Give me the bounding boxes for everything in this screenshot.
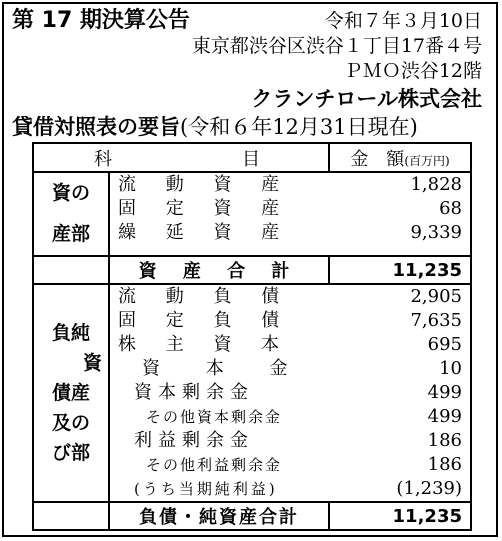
balance-sheet-date: (令和６年12月31日現在) bbox=[180, 115, 418, 139]
liabilities-items bbox=[109, 284, 329, 502]
liab-side-line3: 債産 bbox=[51, 382, 90, 404]
list-item: 流 動 資 産 bbox=[118, 174, 292, 195]
list-item: 資 本 金 bbox=[142, 358, 308, 379]
amount-header bbox=[329, 143, 471, 172]
list-item-value: 1,828 bbox=[410, 174, 462, 195]
list-item: 資本剰余金 bbox=[134, 382, 254, 403]
list-item: 株 主 資 本 bbox=[118, 334, 292, 355]
list-item-value: 499 bbox=[427, 382, 462, 403]
liab-side-line5: び部 bbox=[51, 442, 90, 464]
list-item-value: 68 bbox=[439, 198, 462, 219]
list-item-value: 186 bbox=[427, 430, 462, 451]
list-item-value: (1,239) bbox=[396, 478, 462, 499]
list-item-value: 7,635 bbox=[410, 310, 462, 331]
company-name: クランチロール株式会社 bbox=[251, 87, 482, 111]
assets-total-row bbox=[33, 256, 471, 284]
liab-side-line1: 負純 bbox=[51, 322, 90, 344]
assets-side-label bbox=[33, 172, 109, 256]
list-item: 繰 延 資 産 bbox=[118, 222, 292, 243]
list-item-value: 9,339 bbox=[410, 222, 462, 243]
list-item-value: 186 bbox=[427, 454, 462, 475]
liabilities-section bbox=[33, 284, 471, 502]
subject-header-2: 目 bbox=[242, 149, 260, 170]
amount-header-label: 金 額 bbox=[350, 148, 405, 170]
assets-section bbox=[33, 172, 471, 256]
list-item: その他利益剰余金 bbox=[146, 456, 283, 474]
liab-side-line2: 資 bbox=[82, 352, 102, 374]
liabilities-values bbox=[329, 284, 471, 502]
liabilities-total-label: 負債・純資産合計 bbox=[109, 502, 329, 530]
liab-side-spacer bbox=[33, 502, 109, 530]
balance-sheet-table bbox=[32, 142, 472, 531]
list-item-value: 499 bbox=[427, 406, 462, 427]
assets-items bbox=[109, 172, 329, 256]
assets-side-spacer bbox=[33, 256, 109, 284]
notice-title: 第 17 期決算公告 bbox=[12, 8, 190, 33]
assets-side-line2: 産部 bbox=[51, 223, 90, 245]
notice-date: 令和７年３月10日 bbox=[324, 10, 482, 32]
balance-sheet-title bbox=[12, 117, 418, 138]
list-item: その他資本剰余金 bbox=[146, 408, 283, 426]
assets-total-value: 11,235 bbox=[329, 256, 471, 284]
list-item-value: 2,905 bbox=[410, 286, 462, 307]
liabilities-total-value: 11,235 bbox=[329, 502, 471, 530]
list-item-value: 10 bbox=[439, 358, 462, 379]
amount-unit: (百万円) bbox=[404, 153, 450, 168]
list-item: 固 定 負 債 bbox=[118, 310, 292, 331]
company-address-line1: 東京都渋谷区渋谷１丁目17番４号 bbox=[191, 35, 482, 57]
list-item-value: 695 bbox=[427, 334, 462, 355]
company-address-line2: ＰＭＯ渋谷12階 bbox=[343, 60, 482, 82]
liabilities-total-row bbox=[33, 502, 471, 530]
assets-total-label: 資 産 合 計 bbox=[109, 256, 329, 284]
list-item: 固 定 資 産 bbox=[118, 198, 292, 219]
table-header-row bbox=[33, 143, 471, 172]
balance-sheet-title-main: 貸借対照表の要旨 bbox=[12, 115, 180, 139]
subject-header-1: 科 bbox=[94, 149, 112, 170]
liabilities-side-label bbox=[33, 284, 109, 502]
list-item: 流 動 負 債 bbox=[118, 286, 292, 307]
subject-header bbox=[33, 143, 329, 172]
assets-values bbox=[329, 172, 471, 256]
list-item: (うち当期純利益) bbox=[134, 480, 278, 498]
liab-side-line4: 及の bbox=[51, 412, 90, 434]
list-item: 利益剰余金 bbox=[134, 430, 254, 451]
assets-side-line1: 資の bbox=[51, 182, 90, 204]
